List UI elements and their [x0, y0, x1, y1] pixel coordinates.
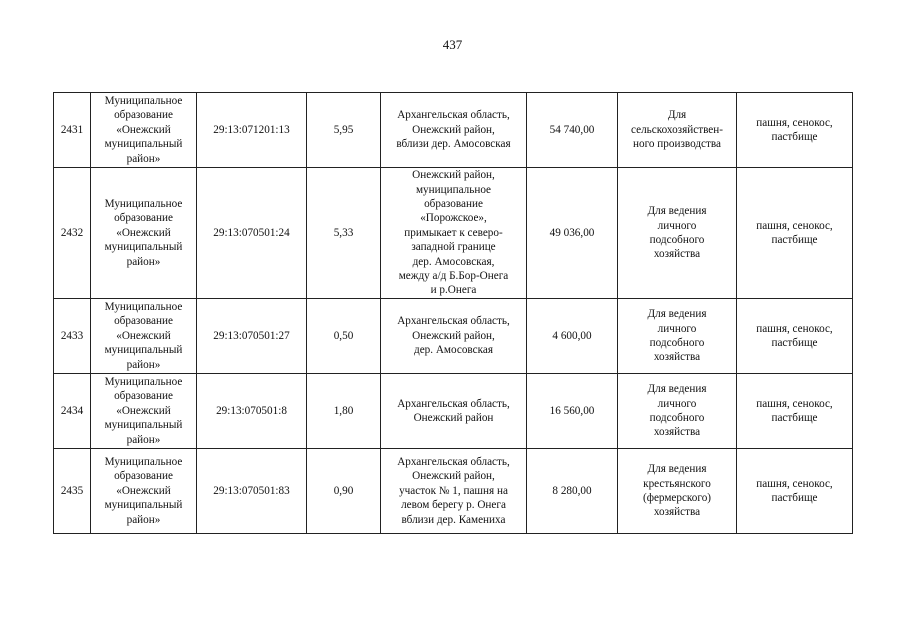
cadastral-number-cell: 29:13:071201:13	[197, 93, 307, 168]
cell-line: примыкает к северо-	[404, 226, 503, 239]
land-registry-table	[53, 92, 853, 534]
cell-line: Онежский район,	[412, 169, 495, 182]
cell-line: ного производства	[633, 138, 721, 151]
row-number-cell: 2432	[54, 168, 91, 299]
cell-line: пастбище	[771, 131, 818, 143]
area-cell: 5,95	[307, 93, 381, 168]
cell-line: сельскохозяйствен-	[631, 123, 723, 136]
table-row	[54, 374, 853, 449]
location-cell	[381, 449, 527, 534]
cell-line: дер. Амосовская	[414, 344, 493, 357]
cell-line: муниципальный	[104, 499, 183, 512]
cell-line: хозяйства	[653, 426, 701, 439]
cell-line: Для ведения	[647, 463, 707, 476]
cell-line: участок № 1, пашня на	[399, 484, 508, 497]
cell-line: Муниципальное	[104, 300, 183, 313]
cell-line: «Онежский	[116, 404, 171, 417]
cell-line: муниципальный	[104, 344, 183, 357]
location-cell	[381, 93, 527, 168]
table-row	[54, 449, 853, 534]
table-row	[54, 93, 853, 168]
land-type-cell	[737, 168, 853, 299]
cell-line: район»	[126, 433, 161, 446]
owner-cell	[91, 449, 197, 534]
cadastral-cost-cell: 54 740,00	[527, 93, 618, 168]
cell-line: пашня, сенокос,	[756, 219, 833, 232]
cell-line: Муниципальное	[104, 197, 183, 210]
permitted-use-cell	[618, 168, 737, 299]
page-number: 437	[442, 37, 463, 52]
table-row	[54, 168, 853, 299]
land-type-cell	[737, 449, 853, 534]
permitted-use-cell	[618, 93, 737, 168]
cell-line: Архангельская область,	[397, 455, 510, 468]
area-cell: 5,33	[307, 168, 381, 299]
cell-line: Для ведения	[647, 383, 707, 396]
owner-cell	[91, 374, 197, 449]
cell-line: «Онежский	[116, 484, 171, 497]
cell-line: район»	[126, 255, 161, 268]
cell-line: муниципальный	[104, 138, 183, 151]
cell-line: хозяйства	[653, 506, 701, 519]
cell-line: подсобного	[649, 412, 705, 424]
cell-line: вблизи дер. Камениха	[401, 513, 506, 526]
cell-line: район»	[126, 358, 161, 371]
cadastral-cost-cell: 49 036,00	[527, 168, 618, 299]
location-cell	[381, 299, 527, 374]
cell-line: между а/д Б.Бор-Онега	[398, 270, 509, 283]
cell-line: Архангельская область,	[397, 315, 510, 328]
table-row	[54, 299, 853, 374]
cell-line: крестьянского	[643, 477, 711, 490]
cell-line: Муниципальное	[104, 375, 183, 388]
cell-line: подсобного	[649, 337, 705, 349]
row-number-cell: 2434	[54, 374, 91, 449]
cell-line: хозяйства	[653, 248, 701, 261]
owner-cell	[91, 93, 197, 168]
cell-line: хозяйства	[653, 351, 701, 364]
cell-line: Для ведения	[647, 205, 707, 218]
cell-line: личного	[657, 322, 697, 335]
cell-line: пастбище	[771, 234, 818, 246]
cell-line: личного	[657, 397, 697, 410]
land-type-cell	[737, 299, 853, 374]
area-cell: 0,50	[307, 299, 381, 374]
cell-line: пастбище	[771, 492, 818, 504]
row-number-cell: 2433	[54, 299, 91, 374]
cell-line: «Онежский	[116, 226, 171, 239]
row-number-cell: 2435	[54, 449, 91, 534]
cell-line: Онежский район	[413, 412, 494, 424]
cell-line: «Онежский	[116, 123, 171, 136]
owner-cell	[91, 299, 197, 374]
permitted-use-cell	[618, 374, 737, 449]
permitted-use-cell	[618, 299, 737, 374]
cell-line: и р.Онега	[430, 284, 477, 297]
row-number-cell: 2431	[54, 93, 91, 168]
cell-line: Муниципальное	[104, 455, 183, 468]
cadastral-number-cell: 29:13:070501:24	[197, 168, 307, 299]
cell-line: пашня, сенокос,	[756, 322, 833, 335]
cell-line: Архангельская область,	[397, 109, 510, 122]
cell-line: муниципальное	[415, 183, 492, 196]
cell-line: образование	[114, 212, 173, 225]
cadastral-number-cell: 29:13:070501:27	[197, 299, 307, 374]
cell-line: Онежский район,	[412, 470, 495, 483]
cell-line: образование	[114, 315, 173, 328]
location-cell	[381, 374, 527, 449]
cell-line: образование	[424, 197, 483, 210]
cell-line: пашня, сенокос,	[756, 116, 833, 129]
cell-line: образование	[114, 390, 173, 403]
cell-line: Архангельская область,	[397, 397, 510, 410]
cell-line: пашня, сенокос,	[756, 397, 833, 410]
table-body	[54, 93, 853, 534]
cell-line: дер. Амосовская,	[412, 255, 495, 268]
cell-line: западной границе	[411, 241, 496, 254]
land-type-cell	[737, 93, 853, 168]
cell-line: Онежский район,	[412, 329, 495, 342]
cell-line: вблизи дер. Амосовская	[396, 138, 511, 151]
land-type-cell	[737, 374, 853, 449]
cell-line: муниципальный	[104, 241, 183, 254]
cadastral-number-cell: 29:13:070501:83	[197, 449, 307, 534]
location-cell	[381, 168, 527, 299]
cadastral-cost-cell: 16 560,00	[527, 374, 618, 449]
cell-line: Муниципальное	[104, 94, 183, 107]
cell-line: подсобного	[649, 234, 705, 246]
cell-line: район»	[126, 513, 161, 526]
cell-line: пастбище	[771, 412, 818, 424]
owner-cell	[91, 168, 197, 299]
cell-line: Для	[667, 109, 687, 122]
cell-line: личного	[657, 219, 697, 232]
cadastral-number-cell: 29:13:070501:8	[197, 374, 307, 449]
cell-line: левом берегу р. Онега	[401, 499, 506, 512]
cell-line: образование	[114, 470, 173, 483]
area-cell: 1,80	[307, 374, 381, 449]
permitted-use-cell	[618, 449, 737, 534]
cell-line: пашня, сенокос,	[756, 477, 833, 490]
cell-line: «Онежский	[116, 329, 171, 342]
cell-line: образование	[114, 109, 173, 122]
cell-line: «Порожское»,	[420, 212, 487, 225]
cell-line: муниципальный	[104, 419, 183, 432]
cadastral-cost-cell: 4 600,00	[527, 299, 618, 374]
cell-line: Для ведения	[647, 308, 707, 321]
cadastral-cost-cell: 8 280,00	[527, 449, 618, 534]
cell-line: район»	[126, 152, 161, 165]
cell-line: (фермерского)	[642, 492, 712, 504]
area-cell: 0,90	[307, 449, 381, 534]
cell-line: пастбище	[771, 337, 818, 349]
cell-line: Онежский район,	[412, 123, 495, 136]
